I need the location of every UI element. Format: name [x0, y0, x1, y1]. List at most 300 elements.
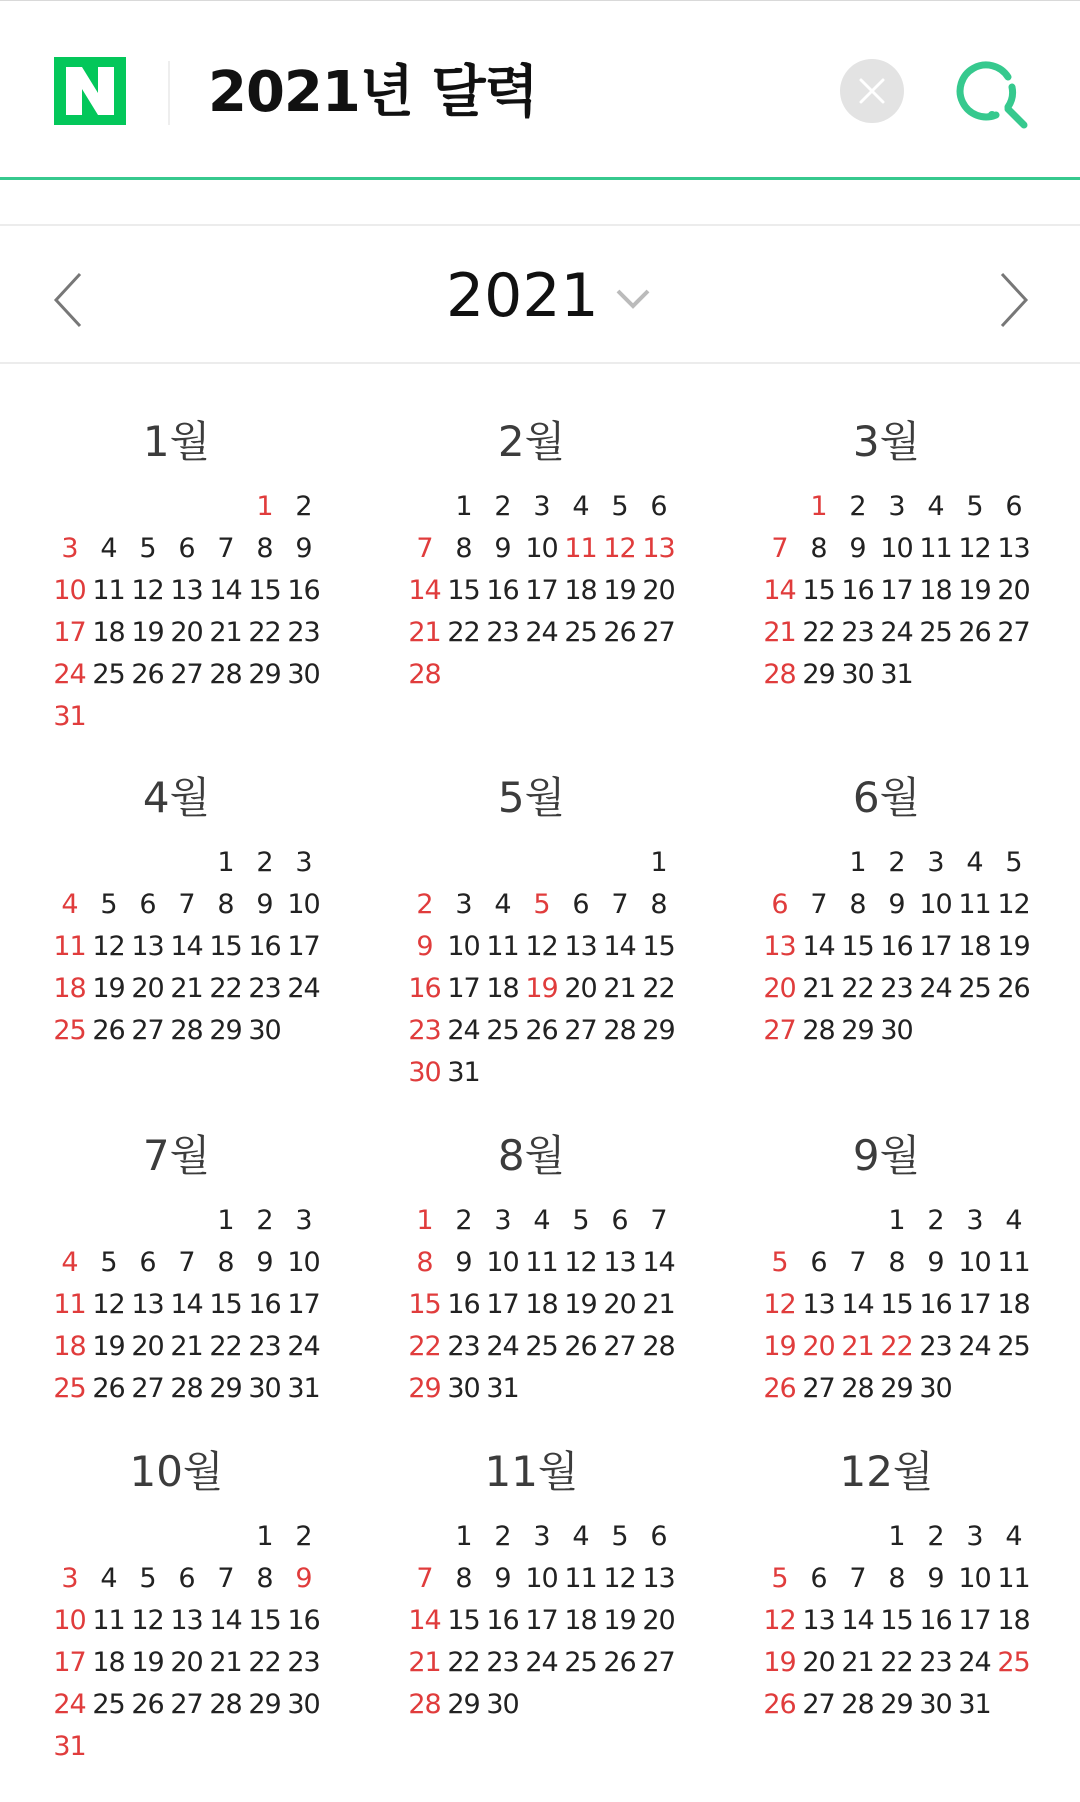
day-cell[interactable]: 25 — [564, 1647, 597, 1678]
day-cell[interactable]: 14 — [802, 931, 835, 962]
day-cell[interactable]: 25 — [53, 1015, 86, 1046]
day-cell[interactable]: 18 — [525, 1289, 558, 1320]
day-cell[interactable]: 19 — [525, 973, 558, 1004]
search-button[interactable] — [956, 57, 1030, 131]
day-cell[interactable]: 16 — [447, 1289, 480, 1320]
day-cell[interactable]: 11 — [919, 533, 952, 564]
day-cell[interactable]: 31 — [53, 701, 86, 732]
clear-button[interactable] — [840, 59, 904, 123]
day-cell[interactable]: 2 — [256, 847, 273, 878]
day-cell[interactable]: 21 — [841, 1647, 874, 1678]
day-cell[interactable]: 14 — [841, 1289, 874, 1320]
day-cell[interactable]: 14 — [603, 931, 636, 962]
day-cell[interactable]: 10 — [525, 1563, 558, 1594]
day-cell[interactable]: 30 — [287, 1689, 320, 1720]
day-cell[interactable]: 14 — [209, 575, 242, 606]
day-cell[interactable]: 21 — [170, 973, 203, 1004]
day-cell[interactable]: 8 — [455, 533, 472, 564]
day-cell[interactable]: 18 — [958, 931, 991, 962]
day-cell[interactable]: 4 — [100, 533, 117, 564]
day-cell[interactable]: 14 — [170, 1289, 203, 1320]
day-cell[interactable]: 10 — [447, 931, 480, 962]
day-cell[interactable]: 9 — [295, 1563, 312, 1594]
day-cell[interactable]: 17 — [53, 617, 86, 648]
day-cell[interactable]: 15 — [642, 931, 675, 962]
day-cell[interactable]: 18 — [919, 575, 952, 606]
day-cell[interactable]: 22 — [447, 1647, 480, 1678]
day-cell[interactable]: 19 — [763, 1331, 796, 1362]
day-cell[interactable]: 27 — [642, 1647, 675, 1678]
day-cell[interactable]: 7 — [849, 1247, 866, 1278]
day-cell[interactable]: 13 — [802, 1605, 835, 1636]
day-cell[interactable]: 13 — [763, 931, 796, 962]
day-cell[interactable]: 4 — [572, 1521, 589, 1552]
day-cell[interactable]: 20 — [642, 575, 675, 606]
day-cell[interactable]: 10 — [53, 575, 86, 606]
day-cell[interactable]: 9 — [927, 1563, 944, 1594]
day-cell[interactable]: 23 — [880, 973, 913, 1004]
day-cell[interactable]: 28 — [841, 1373, 874, 1404]
day-cell[interactable]: 28 — [408, 659, 441, 690]
day-cell[interactable]: 24 — [880, 617, 913, 648]
day-cell[interactable]: 15 — [209, 931, 242, 962]
day-cell[interactable]: 19 — [603, 1605, 636, 1636]
day-cell[interactable]: 24 — [53, 1689, 86, 1720]
day-cell[interactable]: 28 — [170, 1015, 203, 1046]
day-cell[interactable]: 11 — [525, 1247, 558, 1278]
day-cell[interactable]: 10 — [880, 533, 913, 564]
day-cell[interactable]: 17 — [287, 1289, 320, 1320]
day-cell[interactable]: 4 — [61, 889, 78, 920]
day-cell[interactable]: 22 — [408, 1331, 441, 1362]
day-cell[interactable]: 28 — [603, 1015, 636, 1046]
day-cell[interactable]: 21 — [209, 617, 242, 648]
day-cell[interactable]: 9 — [256, 1247, 273, 1278]
day-cell[interactable]: 19 — [92, 973, 125, 1004]
day-cell[interactable]: 29 — [642, 1015, 675, 1046]
day-cell[interactable]: 15 — [248, 575, 281, 606]
day-cell[interactable]: 6 — [178, 533, 195, 564]
day-cell[interactable]: 5 — [771, 1563, 788, 1594]
day-cell[interactable]: 4 — [61, 1247, 78, 1278]
day-cell[interactable]: 20 — [603, 1289, 636, 1320]
day-cell[interactable]: 6 — [139, 889, 156, 920]
day-cell[interactable]: 10 — [958, 1563, 991, 1594]
day-cell[interactable]: 4 — [494, 889, 511, 920]
day-cell[interactable]: 19 — [763, 1647, 796, 1678]
day-cell[interactable]: 12 — [564, 1247, 597, 1278]
day-cell[interactable]: 29 — [447, 1689, 480, 1720]
day-cell[interactable]: 21 — [170, 1331, 203, 1362]
day-cell[interactable]: 26 — [564, 1331, 597, 1362]
day-cell[interactable]: 1 — [849, 847, 866, 878]
day-cell[interactable]: 11 — [92, 575, 125, 606]
day-cell[interactable]: 26 — [603, 1647, 636, 1678]
day-cell[interactable]: 28 — [408, 1689, 441, 1720]
day-cell[interactable]: 7 — [217, 533, 234, 564]
day-cell[interactable]: 5 — [611, 491, 628, 522]
previous-year-button[interactable] — [50, 270, 90, 330]
day-cell[interactable]: 9 — [494, 533, 511, 564]
day-cell[interactable]: 5 — [100, 889, 117, 920]
day-cell[interactable]: 1 — [416, 1205, 433, 1236]
day-cell[interactable]: 14 — [170, 931, 203, 962]
day-cell[interactable]: 6 — [1005, 491, 1022, 522]
day-cell[interactable]: 15 — [248, 1605, 281, 1636]
day-cell[interactable]: 26 — [525, 1015, 558, 1046]
day-cell[interactable]: 28 — [642, 1331, 675, 1362]
day-cell[interactable]: 13 — [131, 1289, 164, 1320]
day-cell[interactable]: 17 — [447, 973, 480, 1004]
day-cell[interactable]: 26 — [131, 1689, 164, 1720]
day-cell[interactable]: 20 — [131, 973, 164, 1004]
day-cell[interactable]: 2 — [927, 1521, 944, 1552]
day-cell[interactable]: 11 — [997, 1247, 1030, 1278]
day-cell[interactable]: 3 — [966, 1205, 983, 1236]
day-cell[interactable]: 11 — [92, 1605, 125, 1636]
day-cell[interactable]: 10 — [958, 1247, 991, 1278]
day-cell[interactable]: 8 — [888, 1563, 905, 1594]
day-cell[interactable]: 10 — [525, 533, 558, 564]
day-cell[interactable]: 20 — [170, 1647, 203, 1678]
search-query-text[interactable]: 2021년 달력 — [208, 60, 538, 125]
day-cell[interactable]: 26 — [763, 1689, 796, 1720]
day-cell[interactable]: 8 — [416, 1247, 433, 1278]
day-cell[interactable]: 25 — [997, 1331, 1030, 1362]
day-cell[interactable]: 18 — [997, 1289, 1030, 1320]
day-cell[interactable]: 30 — [248, 1015, 281, 1046]
day-cell[interactable]: 17 — [525, 1605, 558, 1636]
day-cell[interactable]: 23 — [287, 617, 320, 648]
day-cell[interactable]: 20 — [170, 617, 203, 648]
day-cell[interactable]: 19 — [997, 931, 1030, 962]
day-cell[interactable]: 2 — [455, 1205, 472, 1236]
day-cell[interactable]: 1 — [455, 491, 472, 522]
day-cell[interactable]: 9 — [295, 533, 312, 564]
day-cell[interactable]: 7 — [611, 889, 628, 920]
day-cell[interactable]: 8 — [810, 533, 827, 564]
day-cell[interactable]: 31 — [958, 1689, 991, 1720]
day-cell[interactable]: 1 — [217, 847, 234, 878]
day-cell[interactable]: 20 — [564, 973, 597, 1004]
day-cell[interactable]: 21 — [841, 1331, 874, 1362]
day-cell[interactable]: 3 — [295, 847, 312, 878]
day-cell[interactable]: 25 — [919, 617, 952, 648]
day-cell[interactable]: 4 — [533, 1205, 550, 1236]
day-cell[interactable]: 14 — [841, 1605, 874, 1636]
day-cell[interactable]: 7 — [810, 889, 827, 920]
day-cell[interactable]: 11 — [958, 889, 991, 920]
day-cell[interactable]: 11 — [53, 1289, 86, 1320]
day-cell[interactable]: 3 — [61, 1563, 78, 1594]
day-cell[interactable]: 19 — [131, 1647, 164, 1678]
day-cell[interactable]: 13 — [603, 1247, 636, 1278]
day-cell[interactable]: 26 — [92, 1373, 125, 1404]
day-cell[interactable]: 2 — [416, 889, 433, 920]
day-cell[interactable]: 27 — [170, 659, 203, 690]
day-cell[interactable]: 18 — [53, 1331, 86, 1362]
day-cell[interactable]: 22 — [447, 617, 480, 648]
day-cell[interactable]: 24 — [486, 1331, 519, 1362]
day-cell[interactable]: 27 — [997, 617, 1030, 648]
day-cell[interactable]: 20 — [763, 973, 796, 1004]
day-cell[interactable]: 24 — [958, 1331, 991, 1362]
day-cell[interactable]: 7 — [650, 1205, 667, 1236]
day-cell[interactable]: 6 — [810, 1563, 827, 1594]
day-cell[interactable]: 16 — [919, 1289, 952, 1320]
day-cell[interactable]: 23 — [919, 1331, 952, 1362]
day-cell[interactable]: 22 — [841, 973, 874, 1004]
day-cell[interactable]: 18 — [997, 1605, 1030, 1636]
day-cell[interactable]: 23 — [248, 973, 281, 1004]
day-cell[interactable]: 17 — [958, 1605, 991, 1636]
day-cell[interactable]: 22 — [802, 617, 835, 648]
day-cell[interactable]: 18 — [92, 617, 125, 648]
day-cell[interactable]: 11 — [564, 533, 597, 564]
day-cell[interactable]: 17 — [525, 575, 558, 606]
day-cell[interactable]: 4 — [1005, 1205, 1022, 1236]
day-cell[interactable]: 3 — [888, 491, 905, 522]
day-cell[interactable]: 7 — [771, 533, 788, 564]
day-cell[interactable]: 12 — [763, 1289, 796, 1320]
day-cell[interactable]: 7 — [849, 1563, 866, 1594]
day-cell[interactable]: 30 — [408, 1057, 441, 1088]
day-cell[interactable]: 24 — [525, 1647, 558, 1678]
day-cell[interactable]: 8 — [217, 889, 234, 920]
day-cell[interactable]: 12 — [603, 533, 636, 564]
day-cell[interactable]: 18 — [486, 973, 519, 1004]
day-cell[interactable]: 5 — [611, 1521, 628, 1552]
day-cell[interactable]: 1 — [650, 847, 667, 878]
day-cell[interactable]: 28 — [763, 659, 796, 690]
day-cell[interactable]: 16 — [919, 1605, 952, 1636]
day-cell[interactable]: 17 — [958, 1289, 991, 1320]
year-dropdown[interactable] — [446, 260, 651, 332]
day-cell[interactable]: 23 — [248, 1331, 281, 1362]
day-cell[interactable]: 24 — [958, 1647, 991, 1678]
day-cell[interactable]: 27 — [642, 617, 675, 648]
day-cell[interactable]: 4 — [572, 491, 589, 522]
day-cell[interactable]: 24 — [447, 1015, 480, 1046]
day-cell[interactable]: 13 — [642, 533, 675, 564]
day-cell[interactable]: 26 — [958, 617, 991, 648]
day-cell[interactable]: 11 — [997, 1563, 1030, 1594]
day-cell[interactable]: 9 — [256, 889, 273, 920]
day-cell[interactable]: 1 — [455, 1521, 472, 1552]
day-cell[interactable]: 25 — [564, 617, 597, 648]
day-cell[interactable]: 17 — [53, 1647, 86, 1678]
day-cell[interactable]: 3 — [494, 1205, 511, 1236]
day-cell[interactable]: 26 — [603, 617, 636, 648]
day-cell[interactable]: 21 — [763, 617, 796, 648]
day-cell[interactable]: 13 — [131, 931, 164, 962]
day-cell[interactable]: 28 — [802, 1015, 835, 1046]
day-cell[interactable]: 10 — [287, 889, 320, 920]
day-cell[interactable]: 18 — [564, 1605, 597, 1636]
day-cell[interactable]: 5 — [139, 533, 156, 564]
day-cell[interactable]: 9 — [927, 1247, 944, 1278]
day-cell[interactable]: 23 — [919, 1647, 952, 1678]
day-cell[interactable]: 18 — [92, 1647, 125, 1678]
day-cell[interactable]: 1 — [810, 491, 827, 522]
day-cell[interactable]: 26 — [131, 659, 164, 690]
day-cell[interactable]: 6 — [771, 889, 788, 920]
day-cell[interactable]: 19 — [958, 575, 991, 606]
day-cell[interactable]: 29 — [802, 659, 835, 690]
day-cell[interactable]: 12 — [997, 889, 1030, 920]
day-cell[interactable]: 12 — [92, 1289, 125, 1320]
day-cell[interactable]: 8 — [650, 889, 667, 920]
day-cell[interactable]: 23 — [486, 1647, 519, 1678]
day-cell[interactable]: 13 — [997, 533, 1030, 564]
day-cell[interactable]: 27 — [763, 1015, 796, 1046]
day-cell[interactable]: 10 — [287, 1247, 320, 1278]
day-cell[interactable]: 27 — [170, 1689, 203, 1720]
day-cell[interactable]: 5 — [1005, 847, 1022, 878]
day-cell[interactable]: 8 — [455, 1563, 472, 1594]
naver-logo-icon[interactable] — [54, 57, 126, 125]
day-cell[interactable]: 12 — [525, 931, 558, 962]
day-cell[interactable]: 23 — [447, 1331, 480, 1362]
day-cell[interactable]: 31 — [53, 1731, 86, 1762]
day-cell[interactable]: 13 — [642, 1563, 675, 1594]
day-cell[interactable]: 5 — [139, 1563, 156, 1594]
day-cell[interactable]: 26 — [997, 973, 1030, 1004]
day-cell[interactable]: 29 — [248, 1689, 281, 1720]
day-cell[interactable]: 9 — [416, 931, 433, 962]
day-cell[interactable]: 9 — [888, 889, 905, 920]
day-cell[interactable]: 3 — [295, 1205, 312, 1236]
day-cell[interactable]: 21 — [408, 1647, 441, 1678]
day-cell[interactable]: 1 — [256, 491, 273, 522]
day-cell[interactable]: 16 — [248, 1289, 281, 1320]
day-cell[interactable]: 9 — [849, 533, 866, 564]
day-cell[interactable]: 30 — [248, 1373, 281, 1404]
day-cell[interactable]: 31 — [486, 1373, 519, 1404]
day-cell[interactable]: 29 — [248, 659, 281, 690]
day-cell[interactable]: 20 — [642, 1605, 675, 1636]
day-cell[interactable]: 13 — [564, 931, 597, 962]
day-cell[interactable]: 30 — [880, 1015, 913, 1046]
day-cell[interactable]: 15 — [802, 575, 835, 606]
day-cell[interactable]: 2 — [494, 491, 511, 522]
day-cell[interactable]: 27 — [131, 1015, 164, 1046]
day-cell[interactable]: 6 — [178, 1563, 195, 1594]
day-cell[interactable]: 1 — [888, 1521, 905, 1552]
day-cell[interactable]: 27 — [131, 1373, 164, 1404]
day-cell[interactable]: 29 — [209, 1373, 242, 1404]
day-cell[interactable]: 8 — [256, 533, 273, 564]
day-cell[interactable]: 27 — [603, 1331, 636, 1362]
day-cell[interactable]: 6 — [810, 1247, 827, 1278]
day-cell[interactable]: 14 — [408, 575, 441, 606]
day-cell[interactable]: 22 — [642, 973, 675, 1004]
day-cell[interactable]: 17 — [287, 931, 320, 962]
day-cell[interactable]: 17 — [880, 575, 913, 606]
day-cell[interactable]: 22 — [209, 973, 242, 1004]
day-cell[interactable]: 16 — [287, 1605, 320, 1636]
day-cell[interactable]: 4 — [100, 1563, 117, 1594]
day-cell[interactable]: 2 — [888, 847, 905, 878]
day-cell[interactable]: 17 — [486, 1289, 519, 1320]
day-cell[interactable]: 19 — [564, 1289, 597, 1320]
day-cell[interactable]: 12 — [603, 1563, 636, 1594]
day-cell[interactable]: 31 — [287, 1373, 320, 1404]
day-cell[interactable]: 2 — [256, 1205, 273, 1236]
day-cell[interactable]: 3 — [455, 889, 472, 920]
day-cell[interactable]: 6 — [139, 1247, 156, 1278]
day-cell[interactable]: 24 — [287, 1331, 320, 1362]
day-cell[interactable]: 4 — [927, 491, 944, 522]
day-cell[interactable]: 28 — [209, 1689, 242, 1720]
day-cell[interactable]: 5 — [966, 491, 983, 522]
day-cell[interactable]: 19 — [92, 1331, 125, 1362]
day-cell[interactable]: 7 — [178, 889, 195, 920]
day-cell[interactable]: 8 — [888, 1247, 905, 1278]
day-cell[interactable]: 19 — [603, 575, 636, 606]
day-cell[interactable]: 4 — [1005, 1521, 1022, 1552]
day-cell[interactable]: 29 — [408, 1373, 441, 1404]
day-cell[interactable]: 29 — [880, 1689, 913, 1720]
day-cell[interactable]: 6 — [650, 491, 667, 522]
day-cell[interactable]: 4 — [966, 847, 983, 878]
day-cell[interactable]: 3 — [61, 533, 78, 564]
day-cell[interactable]: 22 — [880, 1331, 913, 1362]
day-cell[interactable]: 21 — [408, 617, 441, 648]
day-cell[interactable]: 16 — [287, 575, 320, 606]
day-cell[interactable]: 28 — [209, 659, 242, 690]
day-cell[interactable]: 31 — [880, 659, 913, 690]
day-cell[interactable]: 5 — [771, 1247, 788, 1278]
day-cell[interactable]: 11 — [486, 931, 519, 962]
day-cell[interactable]: 2 — [295, 491, 312, 522]
day-cell[interactable]: 27 — [802, 1689, 835, 1720]
day-cell[interactable]: 7 — [416, 1563, 433, 1594]
day-cell[interactable]: 25 — [53, 1373, 86, 1404]
next-year-button[interactable] — [992, 270, 1032, 330]
day-cell[interactable]: 23 — [486, 617, 519, 648]
day-cell[interactable]: 30 — [447, 1373, 480, 1404]
day-cell[interactable]: 2 — [295, 1521, 312, 1552]
day-cell[interactable]: 16 — [841, 575, 874, 606]
day-cell[interactable]: 23 — [841, 617, 874, 648]
day-cell[interactable]: 3 — [966, 1521, 983, 1552]
day-cell[interactable]: 2 — [494, 1521, 511, 1552]
day-cell[interactable]: 1 — [888, 1205, 905, 1236]
day-cell[interactable]: 8 — [849, 889, 866, 920]
day-cell[interactable]: 14 — [642, 1247, 675, 1278]
day-cell[interactable]: 3 — [533, 491, 550, 522]
day-cell[interactable]: 23 — [287, 1647, 320, 1678]
day-cell[interactable]: 29 — [880, 1373, 913, 1404]
day-cell[interactable]: 12 — [131, 1605, 164, 1636]
day-cell[interactable]: 5 — [533, 889, 550, 920]
day-cell[interactable]: 29 — [841, 1015, 874, 1046]
day-cell[interactable]: 28 — [170, 1373, 203, 1404]
day-cell[interactable]: 13 — [802, 1289, 835, 1320]
day-cell[interactable]: 21 — [802, 973, 835, 1004]
day-cell[interactable]: 12 — [763, 1605, 796, 1636]
day-cell[interactable]: 14 — [209, 1605, 242, 1636]
day-cell[interactable]: 12 — [131, 575, 164, 606]
day-cell[interactable]: 6 — [650, 1521, 667, 1552]
day-cell[interactable]: 6 — [572, 889, 589, 920]
day-cell[interactable]: 25 — [92, 1689, 125, 1720]
day-cell[interactable]: 20 — [997, 575, 1030, 606]
day-cell[interactable]: 18 — [564, 575, 597, 606]
day-cell[interactable]: 16 — [486, 575, 519, 606]
day-cell[interactable]: 7 — [178, 1247, 195, 1278]
